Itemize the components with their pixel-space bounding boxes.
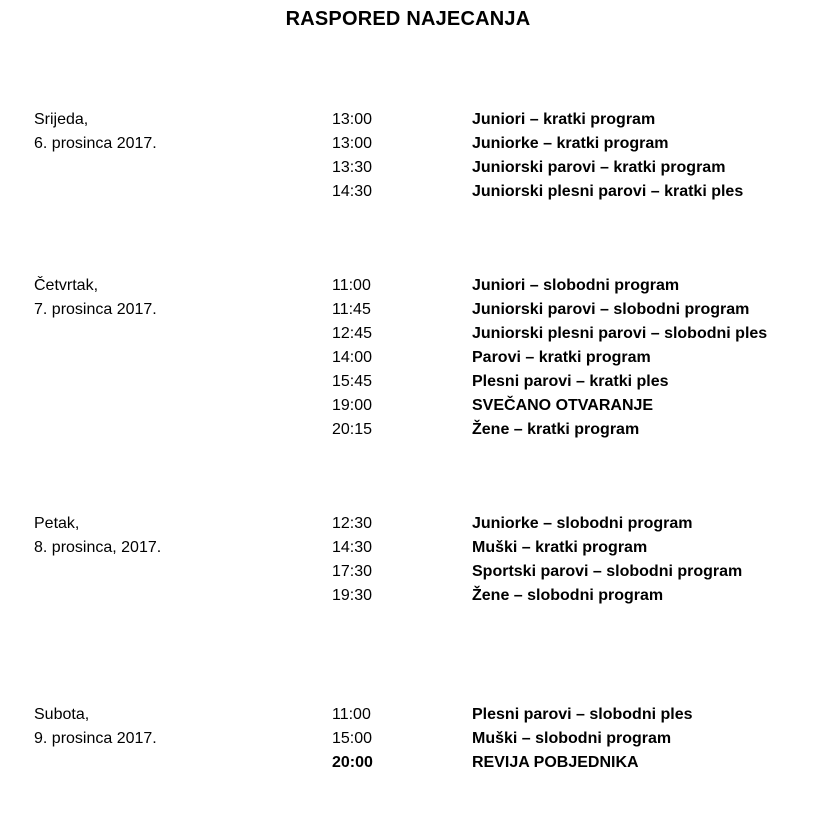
entry-event: Muški – kratki program	[472, 539, 648, 556]
schedule-entry	[0, 512, 816, 536]
schedule-entry	[0, 156, 816, 180]
day-date: 7. prosinca 2017.	[34, 301, 157, 318]
day-date: 8. prosinca, 2017.	[34, 539, 162, 556]
schedule-entry	[0, 274, 816, 298]
schedule-entry	[0, 298, 816, 322]
schedule-entry	[0, 418, 816, 442]
schedule-entry	[0, 322, 816, 346]
day-name: Srijeda,	[34, 111, 89, 128]
schedule-entry	[0, 560, 816, 584]
entry-time: 19:30	[332, 587, 373, 604]
schedule-entry	[0, 394, 816, 418]
entry-event: Sportski parovi – slobodni program	[472, 563, 743, 580]
entry-time: 13:30	[332, 159, 373, 176]
entry-time: 14:30	[332, 539, 373, 556]
schedule-entry	[0, 108, 816, 132]
day-date: 9. prosinca 2017.	[34, 730, 157, 747]
schedule-entry	[0, 703, 816, 727]
schedule-entry	[0, 132, 816, 156]
entry-time: 20:15	[332, 421, 373, 438]
entry-time: 17:30	[332, 563, 373, 580]
entry-time: 13:00	[332, 135, 373, 152]
schedule-list	[0, 274, 816, 442]
entry-event: Plesni parovi – slobodni ples	[472, 706, 693, 723]
schedule-list	[0, 703, 816, 775]
schedule-entry	[0, 727, 816, 751]
page-title: RASPORED NAJECANJA	[285, 8, 531, 30]
entry-time: 13:00	[332, 111, 373, 128]
schedule-entry	[0, 536, 816, 560]
entry-event: Juniorke – slobodni program	[472, 515, 693, 532]
entry-event: Juniorski parovi – kratki program	[472, 159, 726, 176]
entry-event: SVEČANO OTVARANJE	[472, 397, 654, 414]
entry-time: 14:30	[332, 183, 373, 200]
entry-time: 15:00	[332, 730, 373, 747]
entry-event: Juniori – slobodni program	[472, 277, 680, 294]
schedule-entry	[0, 180, 816, 204]
day-date: 6. prosinca 2017.	[34, 135, 157, 152]
entry-event: Juniorski parovi – slobodni program	[472, 301, 750, 318]
entry-time: 11:00	[332, 706, 371, 723]
schedule-list	[0, 512, 816, 608]
entry-event: Žene – kratki program	[472, 421, 640, 438]
entry-event: Žene – slobodni program	[472, 587, 664, 604]
schedule-entry	[0, 346, 816, 370]
entry-time: 11:00	[332, 277, 371, 294]
entry-time: 20:00	[332, 754, 373, 771]
entry-time: 15:45	[332, 373, 373, 390]
entry-event: Muški – slobodni program	[472, 730, 672, 747]
entry-event: Juniorke – kratki program	[472, 135, 669, 152]
schedule-entry	[0, 584, 816, 608]
entry-event: Juniorski plesni parovi – kratki ples	[472, 183, 744, 200]
entry-time: 19:00	[332, 397, 373, 414]
entry-time: 12:45	[332, 325, 373, 342]
entry-time: 11:45	[332, 301, 371, 318]
schedule-entry	[0, 751, 816, 775]
entry-event: REVIJA POBJEDNIKA	[472, 754, 639, 771]
entry-event: Juniorski plesni parovi – slobodni ples	[472, 325, 768, 342]
day-name: Subota,	[34, 706, 90, 723]
entry-event: Plesni parovi – kratki ples	[472, 373, 669, 390]
entry-event: Juniori – kratki program	[472, 111, 656, 128]
entry-event: Parovi – kratki program	[472, 349, 651, 366]
entry-time: 12:30	[332, 515, 373, 532]
schedule-list	[0, 108, 816, 204]
day-name: Petak,	[34, 515, 80, 532]
entry-time: 14:00	[332, 349, 373, 366]
schedule-entry	[0, 370, 816, 394]
day-name: Četvrtak,	[34, 277, 99, 294]
